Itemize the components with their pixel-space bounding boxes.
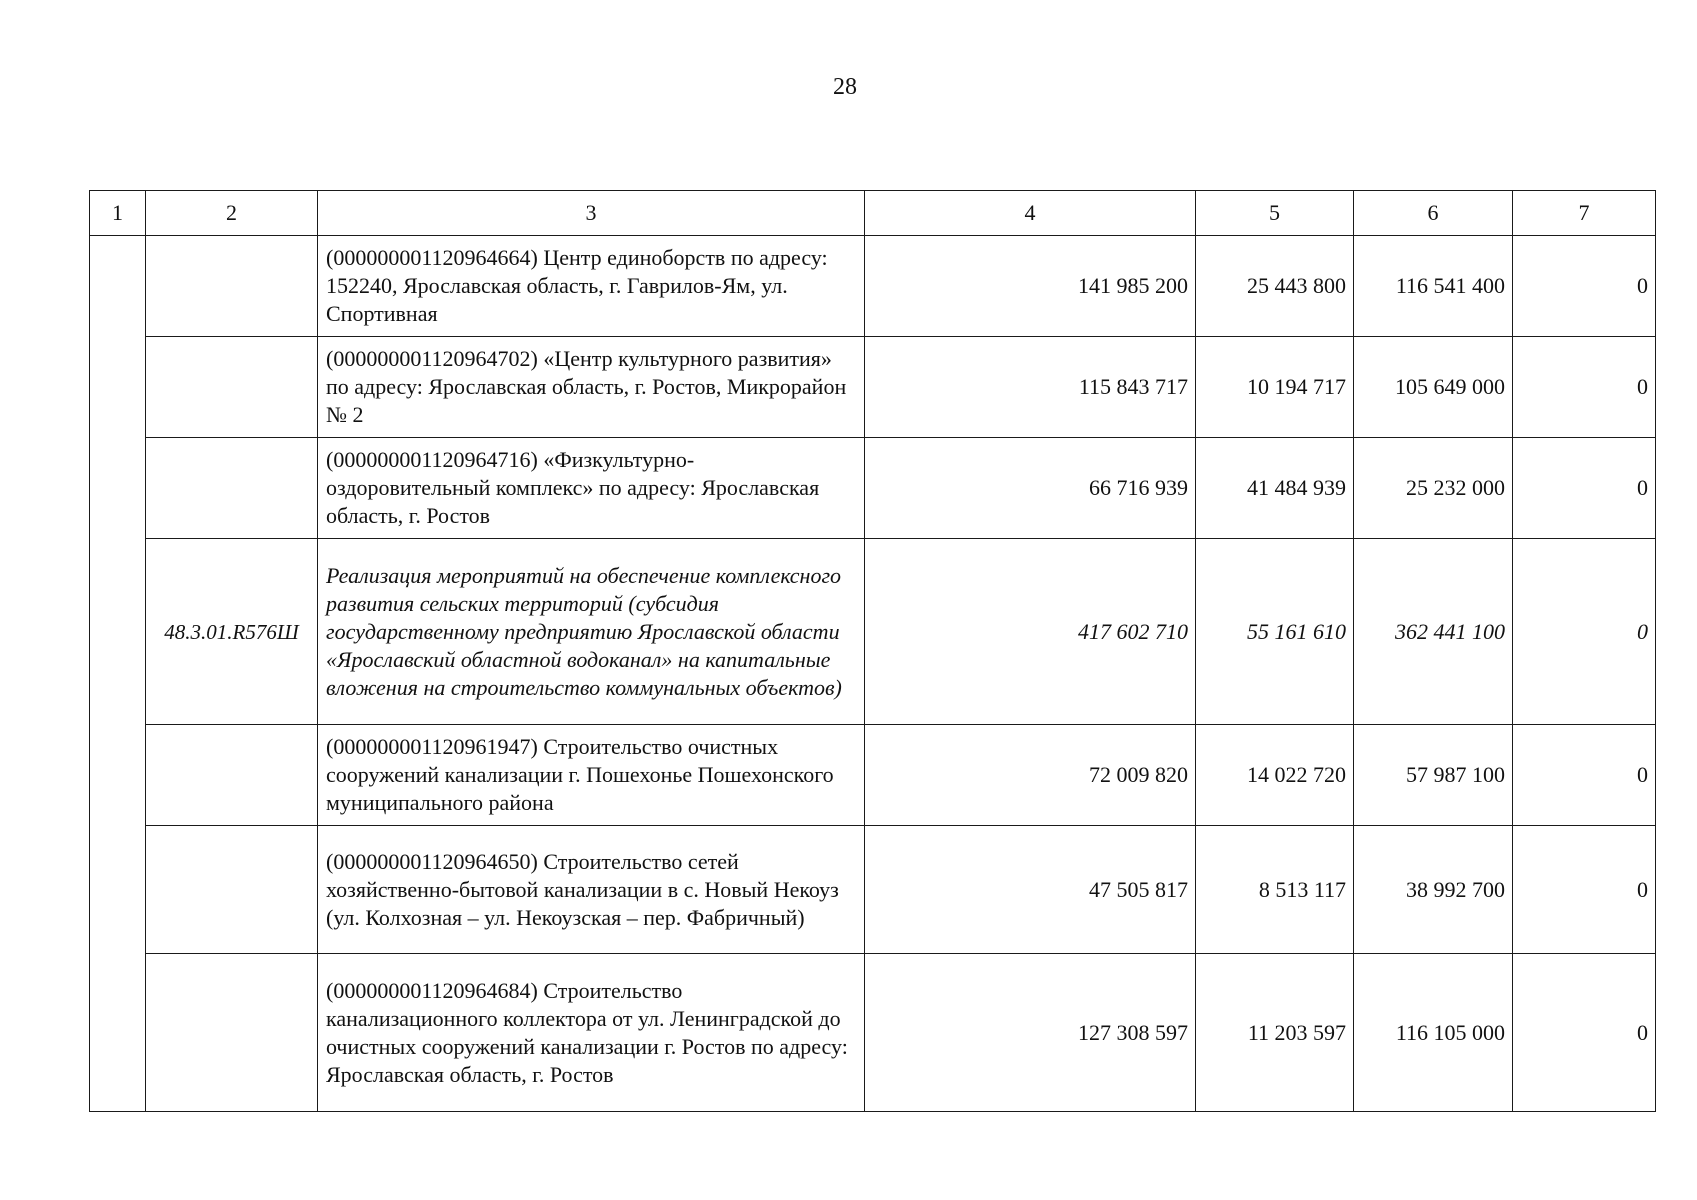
header-cell-3: 3 bbox=[318, 191, 865, 236]
amount-col5-cell: 8 513 117 bbox=[1196, 826, 1354, 954]
amount-col5-cell: 10 194 717 bbox=[1196, 337, 1354, 438]
header-cell-4: 4 bbox=[865, 191, 1196, 236]
total-amount-cell: 72 009 820 bbox=[865, 725, 1196, 826]
amount-col7-cell: 0 bbox=[1513, 539, 1656, 725]
amount-col6-cell: 116 105 000 bbox=[1354, 954, 1513, 1112]
table-row bbox=[90, 236, 1656, 337]
description-cell: (000000001120964702) «Центр культурного развития» по адресу: Ярославская область, г. Ростов, Микрорайон № 2 bbox=[318, 337, 865, 438]
column-1-merged-cell bbox=[90, 236, 146, 1112]
amount-col7-cell: 0 bbox=[1513, 438, 1656, 539]
table-row-subtotal bbox=[90, 539, 1656, 725]
code-cell bbox=[146, 438, 318, 539]
description-cell: Реализация мероприятий на обеспечение комплексного развития сельских территорий (субсидия государственному предприятию Ярославской области «Ярославский областной водоканал» на капитальные вложения на строительство коммунальных объектов) bbox=[318, 539, 865, 725]
amount-col5-cell: 55 161 610 bbox=[1196, 539, 1354, 725]
total-amount-cell: 417 602 710 bbox=[865, 539, 1196, 725]
table-row bbox=[90, 438, 1656, 539]
description-cell: (000000001120964664) Центр единоборств по адресу: 152240, Ярославская область, г. Гаврилов-Ям, ул. Спортивная bbox=[318, 236, 865, 337]
code-cell bbox=[146, 954, 318, 1112]
total-amount-cell: 127 308 597 bbox=[865, 954, 1196, 1112]
amount-col5-cell: 25 443 800 bbox=[1196, 236, 1354, 337]
header-cell-1: 1 bbox=[90, 191, 146, 236]
header-cell-5: 5 bbox=[1196, 191, 1354, 236]
page-number: 28 bbox=[833, 74, 857, 100]
total-amount-cell: 66 716 939 bbox=[865, 438, 1196, 539]
table-row bbox=[90, 725, 1656, 826]
description-cell: (000000001120961947) Строительство очистных сооружений канализации г. Пошехонье Пошехонского муниципального района bbox=[318, 725, 865, 826]
code-cell bbox=[146, 236, 318, 337]
header-cell-7: 7 bbox=[1513, 191, 1656, 236]
amount-col6-cell: 25 232 000 bbox=[1354, 438, 1513, 539]
header-cell-6: 6 bbox=[1354, 191, 1513, 236]
amount-col7-cell: 0 bbox=[1513, 826, 1656, 954]
description-cell: (000000001120964684) Строительство канализационного коллектора от ул. Ленинградской до очистных сооружений канализации г. Ростов по адресу: Ярославская область, г. Ростов bbox=[318, 954, 865, 1112]
total-amount-cell: 141 985 200 bbox=[865, 236, 1196, 337]
amount-col6-cell: 105 649 000 bbox=[1354, 337, 1513, 438]
amount-col7-cell: 0 bbox=[1513, 725, 1656, 826]
amount-col7-cell: 0 bbox=[1513, 337, 1656, 438]
table-row bbox=[90, 954, 1656, 1112]
total-amount-cell: 47 505 817 bbox=[865, 826, 1196, 954]
budget-table bbox=[89, 190, 1656, 1112]
code-cell bbox=[146, 725, 318, 826]
description-cell: (000000001120964716) «Физкультурно-оздоровительный комплекс» по адресу: Ярославская область, г. Ростов bbox=[318, 438, 865, 539]
amount-col6-cell: 38 992 700 bbox=[1354, 826, 1513, 954]
amount-col5-cell: 11 203 597 bbox=[1196, 954, 1354, 1112]
amount-col6-cell: 57 987 100 bbox=[1354, 725, 1513, 826]
header-cell-2: 2 bbox=[146, 191, 318, 236]
amount-col6-cell: 116 541 400 bbox=[1354, 236, 1513, 337]
description-cell: (000000001120964650) Строительство сетей хозяйственно-бытовой канализации в с. Новый Некоуз (ул. Колхозная – ул. Некоузская – пер. Фабричный) bbox=[318, 826, 865, 954]
amount-col7-cell: 0 bbox=[1513, 236, 1656, 337]
table-row bbox=[90, 337, 1656, 438]
amount-col5-cell: 41 484 939 bbox=[1196, 438, 1354, 539]
amount-col7-cell: 0 bbox=[1513, 954, 1656, 1112]
code-cell: 48.3.01.R576Ш bbox=[146, 539, 318, 725]
table-header-row bbox=[90, 191, 1656, 236]
total-amount-cell: 115 843 717 bbox=[865, 337, 1196, 438]
code-cell bbox=[146, 826, 318, 954]
code-cell bbox=[146, 337, 318, 438]
table-row bbox=[90, 826, 1656, 954]
amount-col6-cell: 362 441 100 bbox=[1354, 539, 1513, 725]
amount-col5-cell: 14 022 720 bbox=[1196, 725, 1354, 826]
